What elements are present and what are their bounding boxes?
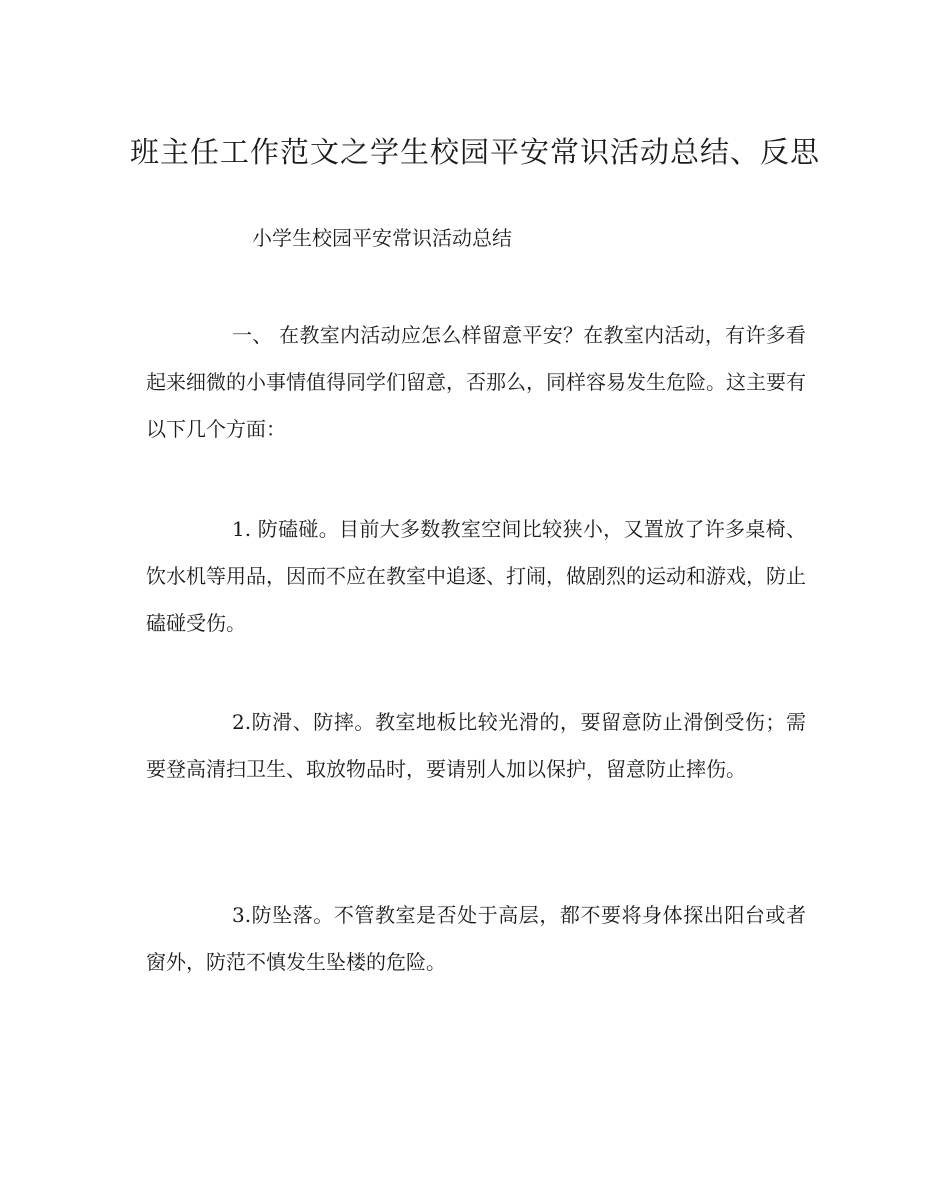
paragraph-item-3: 3.防坠落。不管教室是否处于高层，都不要将身体探出阳台或者窗外，防范不慎发生坠楼的危险。 [146, 903, 806, 974]
paragraph-item-2: 2.防滑、防摔。教室地板比较光滑的，要留意防止滑倒受伤；需要登高清扫卫生、取放物品时，要请别人加以保护，留意防止摔伤。 [146, 710, 806, 781]
paragraph-intro: 一、 在教室内活动应怎么样留意平安？在教室内活动，有许多看起来细微的小事情值得同学们留意，否那么，同样容易发生危险。这主要有以下几个方面： [146, 323, 806, 441]
document-subtitle: 小学生校园平安常识活动总结 [252, 226, 512, 250]
paragraph-item-1: 1. 防磕碰。目前大多数教室空间比较狭小，又置放了许多桌椅、饮水机等用品，因而不应在教室中追逐、打闹，做剧烈的运动和游戏，防止磕碰受伤。 [146, 517, 806, 635]
document-title: 班主任工作范文之学生校园平安常识活动总结、反思 [129, 135, 820, 169]
